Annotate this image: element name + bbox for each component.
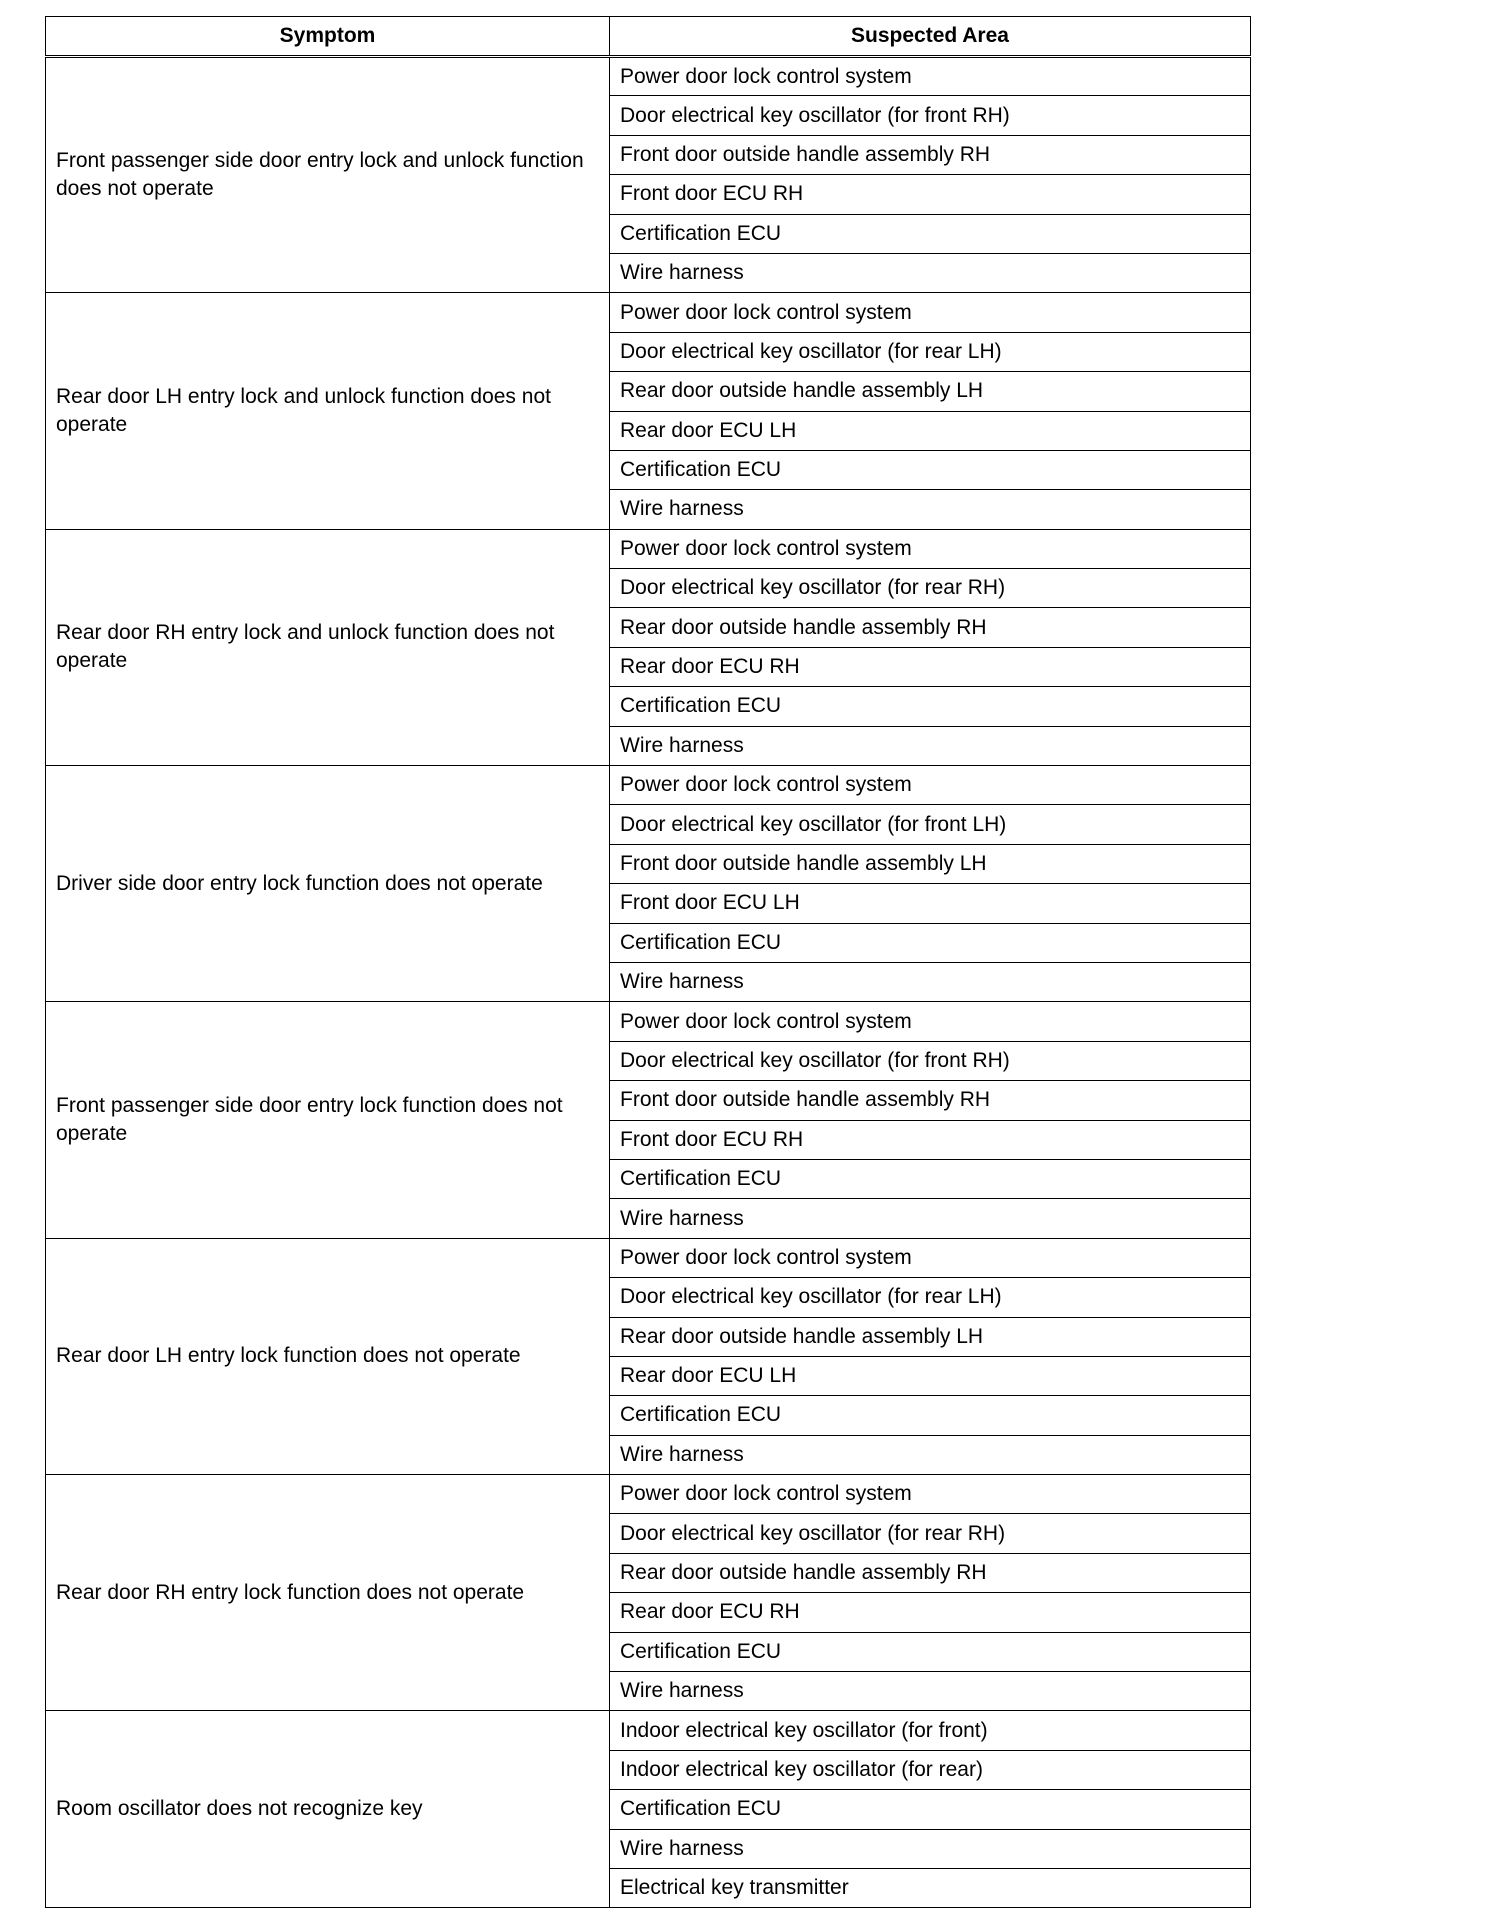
symptom-cell: Front passenger side door entry lock function does not operate	[46, 1002, 610, 1238]
symptom-cell: Rear door LH entry lock and unlock function does not operate	[46, 293, 610, 529]
suspected-area-cell: Rear door outside handle assembly LH	[610, 372, 1251, 411]
suspected-area-cell: Wire harness	[610, 1829, 1251, 1868]
suspected-area-cell: Certification ECU	[610, 1790, 1251, 1829]
symptom-cell: Front passenger side door entry lock and unlock function does not operate	[46, 57, 610, 293]
header-row	[46, 17, 1251, 57]
suspected-area-cell: Rear door ECU RH	[610, 647, 1251, 686]
suspected-area-cell: Rear door outside handle assembly RH	[610, 1553, 1251, 1592]
suspected-area-cell: Wire harness	[610, 253, 1251, 292]
symptom-cell: Rear door RH entry lock function does not operate	[46, 1475, 610, 1711]
symptom-cell: Rear door LH entry lock function does not operate	[46, 1238, 610, 1474]
suspected-area-cell: Certification ECU	[610, 1396, 1251, 1435]
table-row	[46, 1238, 1251, 1277]
suspected-area-cell: Electrical key transmitter	[610, 1868, 1251, 1907]
table-row	[46, 529, 1251, 568]
suspected-area-cell: Door electrical key oscillator (for rear RH)	[610, 1514, 1251, 1553]
suspected-area-cell: Power door lock control system	[610, 1475, 1251, 1514]
troubleshooting-table	[45, 16, 1251, 1908]
suspected-area-cell: Rear door ECU LH	[610, 1356, 1251, 1395]
suspected-area-column-header: Suspected Area	[610, 17, 1251, 57]
suspected-area-cell: Front door outside handle assembly LH	[610, 844, 1251, 883]
symptom-column-header: Symptom	[46, 17, 610, 57]
suspected-area-cell: Power door lock control system	[610, 766, 1251, 805]
suspected-area-cell: Rear door ECU RH	[610, 1593, 1251, 1632]
table-body	[46, 57, 1251, 1908]
suspected-area-cell: Rear door outside handle assembly LH	[610, 1317, 1251, 1356]
suspected-area-cell: Front door ECU RH	[610, 1120, 1251, 1159]
table-row	[46, 293, 1251, 332]
suspected-area-cell: Wire harness	[610, 962, 1251, 1001]
suspected-area-cell: Certification ECU	[610, 1159, 1251, 1198]
suspected-area-cell: Certification ECU	[610, 214, 1251, 253]
suspected-area-cell: Door electrical key oscillator (for rear LH)	[610, 332, 1251, 371]
table-header	[46, 17, 1251, 57]
suspected-area-cell: Front door ECU LH	[610, 884, 1251, 923]
suspected-area-cell: Power door lock control system	[610, 1002, 1251, 1041]
suspected-area-cell: Power door lock control system	[610, 57, 1251, 96]
table-row	[46, 57, 1251, 96]
suspected-area-cell: Wire harness	[610, 1672, 1251, 1711]
table-row	[46, 766, 1251, 805]
suspected-area-cell: Door electrical key oscillator (for front LH)	[610, 805, 1251, 844]
suspected-area-cell: Wire harness	[610, 1435, 1251, 1474]
suspected-area-cell: Wire harness	[610, 1199, 1251, 1238]
suspected-area-cell: Rear door outside handle assembly RH	[610, 608, 1251, 647]
suspected-area-cell: Power door lock control system	[610, 1238, 1251, 1277]
suspected-area-cell: Power door lock control system	[610, 529, 1251, 568]
suspected-area-cell: Rear door ECU LH	[610, 411, 1251, 450]
suspected-area-cell: Certification ECU	[610, 450, 1251, 489]
suspected-area-cell: Door electrical key oscillator (for rear LH)	[610, 1278, 1251, 1317]
suspected-area-cell: Indoor electrical key oscillator (for front)	[610, 1711, 1251, 1750]
table-row	[46, 1475, 1251, 1514]
symptom-cell: Driver side door entry lock function does not operate	[46, 766, 610, 1002]
symptom-cell: Rear door RH entry lock and unlock function does not operate	[46, 529, 610, 765]
table-row	[46, 1002, 1251, 1041]
suspected-area-cell: Wire harness	[610, 726, 1251, 765]
suspected-area-cell: Door electrical key oscillator (for front RH)	[610, 96, 1251, 135]
suspected-area-cell: Door electrical key oscillator (for rear RH)	[610, 569, 1251, 608]
suspected-area-cell: Indoor electrical key oscillator (for rear)	[610, 1750, 1251, 1789]
table-row	[46, 1711, 1251, 1750]
suspected-area-cell: Door electrical key oscillator (for front RH)	[610, 1041, 1251, 1080]
suspected-area-cell: Front door ECU RH	[610, 175, 1251, 214]
suspected-area-cell: Front door outside handle assembly RH	[610, 1081, 1251, 1120]
suspected-area-cell: Power door lock control system	[610, 293, 1251, 332]
symptom-cell: Room oscillator does not recognize key	[46, 1711, 610, 1908]
suspected-area-cell: Certification ECU	[610, 1632, 1251, 1671]
suspected-area-cell: Certification ECU	[610, 687, 1251, 726]
suspected-area-cell: Wire harness	[610, 490, 1251, 529]
suspected-area-cell: Certification ECU	[610, 923, 1251, 962]
suspected-area-cell: Front door outside handle assembly RH	[610, 135, 1251, 174]
